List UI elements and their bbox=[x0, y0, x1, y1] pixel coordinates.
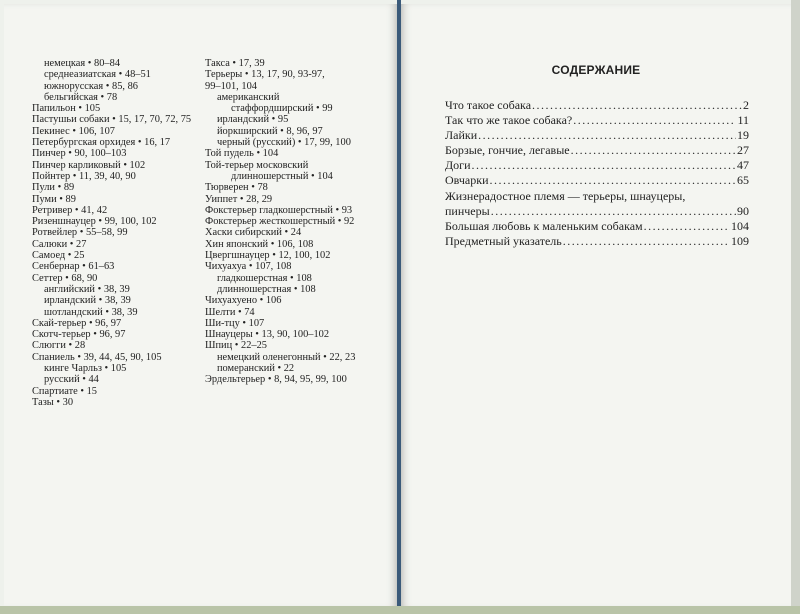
index-entry: Пекинес • 106, 107 bbox=[32, 125, 115, 137]
index-entry: Чихуахуено • 106 bbox=[205, 295, 282, 307]
index-entry: стаффордширский • 99 bbox=[231, 103, 333, 115]
index-entry: Цвергшнауцер • 12, 100, 102 bbox=[205, 250, 331, 262]
index-entry: ирландский • 38, 39 bbox=[44, 295, 131, 307]
toc-leader-dots bbox=[532, 98, 742, 113]
right-page bbox=[401, 4, 791, 608]
toc-item-title: Предметный указатель bbox=[445, 233, 562, 248]
index-entry: Хин японский • 106, 108 bbox=[205, 238, 314, 250]
index-entry: Слюгги • 28 bbox=[32, 340, 86, 352]
toc-item-title: Овчарки bbox=[445, 173, 489, 188]
index-entry: Терьеры • 13, 17, 90, 93-97, bbox=[205, 69, 325, 81]
index-entry: йоркширский • 8, 96, 97 bbox=[217, 125, 323, 137]
index-entry: Пули • 89 bbox=[32, 182, 75, 194]
index-entry: немецкая • 80–84 bbox=[44, 58, 121, 69]
toc-item-title: Так что же такое собака? bbox=[445, 113, 573, 128]
index-entry: Петербургская орхидея • 16, 17 bbox=[32, 137, 171, 149]
index-entry: Спартиате • 15 bbox=[32, 385, 97, 397]
index-column-1 bbox=[32, 58, 207, 408]
index-entry: кинге Чарльз • 105 bbox=[44, 363, 127, 375]
toc-item-title: Жизнерадостное племя — терьеры, шнауцеры, bbox=[445, 188, 686, 203]
toc-leader-dots bbox=[491, 204, 736, 219]
toc-item-page: 47 bbox=[737, 158, 749, 173]
index-entry: Пастушьи собаки • 15, 17, 70, 72, 75 bbox=[32, 114, 192, 126]
index-entry: американский bbox=[217, 91, 280, 103]
index-entry: Шелти • 74 bbox=[205, 306, 255, 318]
index-entry: Тазы • 30 bbox=[32, 396, 74, 408]
index-entry: Такса • 17, 39 bbox=[205, 58, 265, 69]
toc-title: СОДЕРЖАНИЕ bbox=[551, 63, 641, 77]
toc-item bbox=[445, 219, 749, 234]
index-entry: черный (русский) • 17, 99, 100 bbox=[217, 137, 351, 149]
index-entry: Пуми • 89 bbox=[32, 193, 76, 205]
index-entry: Тюрверен • 78 bbox=[205, 182, 268, 194]
toc-item bbox=[445, 128, 749, 143]
index-entry: длинношерстная • 108 bbox=[217, 283, 316, 295]
toc-item-page: 19 bbox=[737, 128, 749, 143]
toc-leader-dots bbox=[490, 173, 737, 188]
index-entry: Эрдельтерьер • 8, 94, 95, 99, 100 bbox=[205, 374, 347, 386]
index-entry: Скотч-терьер • 96, 97 bbox=[32, 329, 126, 341]
toc-item-title: Лайки bbox=[445, 128, 478, 143]
index-entry: Той-терьер московский bbox=[205, 159, 309, 171]
index-entry: Той пудель • 104 bbox=[205, 148, 279, 160]
toc-leader-dots bbox=[644, 219, 730, 234]
toc-item bbox=[445, 143, 749, 158]
index-entry: Салюки • 27 bbox=[32, 238, 87, 250]
page-edge bbox=[791, 0, 800, 614]
toc-leader-dots bbox=[563, 234, 730, 249]
toc-leader-dots bbox=[573, 113, 736, 128]
toc-leader-dots bbox=[571, 143, 736, 158]
index-entry: ирландский • 95 bbox=[217, 114, 289, 126]
toc-item-page: 2 bbox=[743, 98, 749, 112]
toc-item-page: 65 bbox=[737, 173, 749, 188]
index-entry: померанский • 22 bbox=[217, 363, 295, 375]
index-entry: русский • 44 bbox=[44, 374, 99, 386]
index-entry: южнорусская • 85, 86 bbox=[44, 80, 139, 92]
toc-item-title: Большая любовь к маленьким собакам bbox=[445, 218, 643, 233]
toc-leader-dots bbox=[478, 128, 736, 143]
index-entry: Пинчер • 90, 100–103 bbox=[32, 148, 127, 160]
index-entry: немецкий оленегонный • 22, 23 bbox=[217, 351, 356, 363]
index-entry: Пойнтер • 11, 39, 40, 90 bbox=[32, 170, 136, 182]
index-entry: Шпиц • 22–25 bbox=[205, 340, 267, 352]
index-entry: Папильон • 105 bbox=[32, 103, 101, 115]
toc-leader-dots bbox=[472, 158, 736, 173]
toc-item-title: Доги bbox=[445, 158, 471, 173]
index-entry: Сеттер • 68, 90 bbox=[32, 272, 98, 284]
index-entry: Хаски сибирский • 24 bbox=[205, 227, 302, 239]
index-entry: Ризеншнауцер • 99, 100, 102 bbox=[32, 216, 157, 228]
index-entry: Ши-тцу • 107 bbox=[205, 317, 265, 329]
index-entry: английский • 38, 39 bbox=[44, 283, 130, 295]
index-entry: Шнауцеры • 13, 90, 100–102 bbox=[205, 329, 330, 341]
index-entry: Ротвейлер • 55–58, 99 bbox=[32, 227, 128, 239]
toc-item bbox=[445, 158, 749, 173]
toc-item-title: пинчеры bbox=[445, 203, 490, 218]
toc-item-page: 104 bbox=[731, 218, 749, 233]
toc-item-page: 90 bbox=[737, 203, 749, 218]
toc-item-title: Что такое собака bbox=[445, 98, 532, 112]
cover-edge bbox=[0, 606, 800, 614]
index-entry: Самоед • 25 bbox=[32, 250, 85, 262]
index-entry: длинношерстный • 104 bbox=[231, 170, 333, 182]
index-entry: Сенбернар • 61–63 bbox=[32, 261, 115, 273]
index-entry: Уиппет • 28, 29 bbox=[205, 193, 273, 205]
toc-item-page: 109 bbox=[731, 233, 749, 248]
toc-item-title: Борзые, гончие, легавые bbox=[445, 143, 570, 158]
index-entry: среднеазиатская • 48–51 bbox=[44, 69, 151, 81]
index-entry: Фокстерьер жесткошерстный • 92 bbox=[205, 216, 355, 228]
index-entry: Фокстерьер гладкошерстный • 93 bbox=[205, 204, 353, 216]
toc-item bbox=[445, 234, 749, 249]
index-column-2 bbox=[205, 58, 395, 386]
index-entry: Пинчер карликовый • 102 bbox=[32, 159, 146, 171]
toc-item bbox=[445, 98, 749, 113]
index-entry: Чихуахуа • 107, 108 bbox=[205, 261, 292, 273]
toc-item-page: 27 bbox=[737, 143, 749, 158]
index-entry: Скай-терьер • 96, 97 bbox=[32, 317, 122, 329]
toc-item bbox=[445, 204, 749, 219]
index-entry: гладкошерстная • 108 bbox=[217, 272, 312, 284]
index-entry: Спаниель • 39, 44, 45, 90, 105 bbox=[32, 351, 162, 363]
index-entry: 99–101, 104 bbox=[205, 80, 257, 92]
table-of-contents bbox=[445, 98, 749, 249]
index-entry: бельгийская • 78 bbox=[44, 91, 118, 103]
index-entry: Ретривер • 41, 42 bbox=[32, 204, 108, 216]
toc-item bbox=[445, 173, 749, 188]
toc-item bbox=[445, 113, 749, 128]
toc-item-page: 11 bbox=[737, 113, 749, 128]
index-entry: шотландский • 38, 39 bbox=[44, 306, 138, 318]
